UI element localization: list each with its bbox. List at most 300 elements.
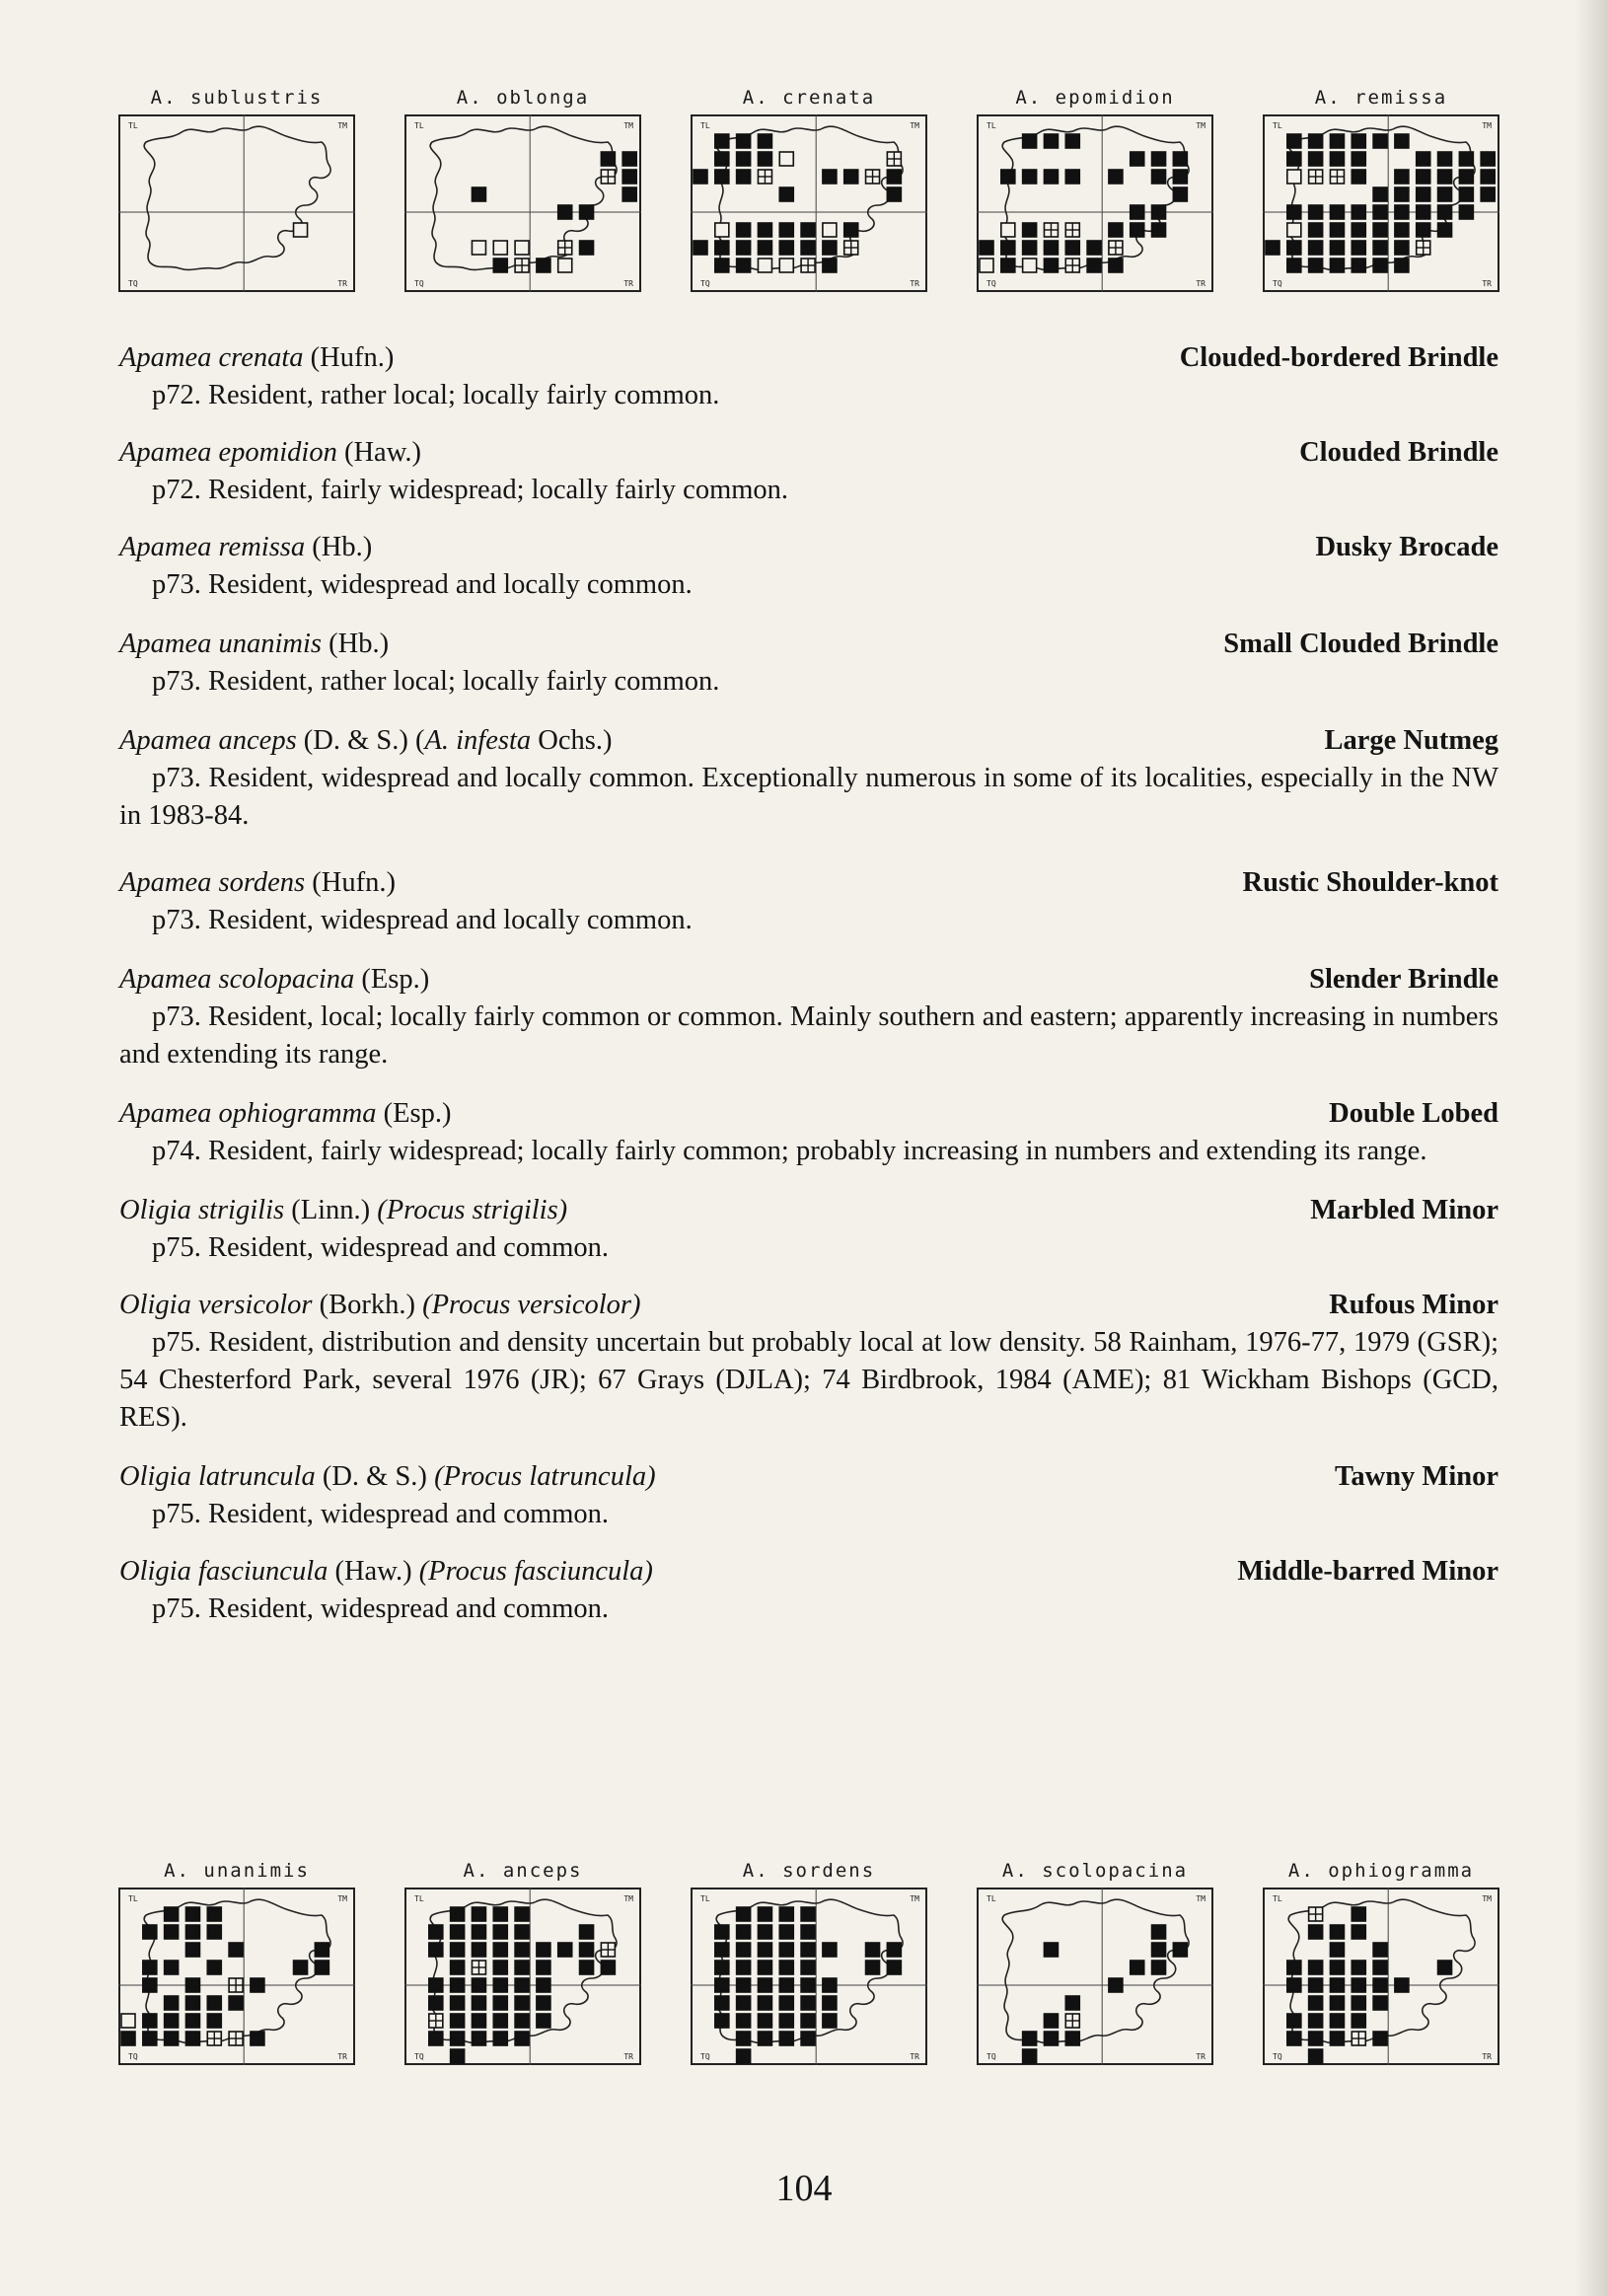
map-title: A. sordens [742,1860,876,1882]
record-square [1309,2032,1323,2045]
record-square [294,1961,308,1974]
record-square [779,1961,793,1974]
grid-corner-label: TR [337,279,347,288]
common-name: Clouded-bordered Brindle [1179,342,1498,373]
record-square [694,170,707,184]
record-square [1438,1961,1452,1974]
record-square [1287,134,1301,148]
species-description: p73. Resident, widespread and locally common. [152,569,693,600]
record-square [801,1925,815,1939]
scientific-name: Oligia versicolor [119,1290,313,1320]
record-square [1481,170,1495,184]
record-square [1352,1996,1365,2010]
record-square [429,2032,443,2045]
record-square [1044,2032,1058,2045]
species-heading [119,626,1498,663]
species-name-line [119,1553,653,1591]
record-square [493,2032,507,2045]
grid-corner-label: TL [987,121,996,130]
record-square [1152,205,1166,219]
map-title: A. unanimis [164,1860,310,1882]
species-name-line [119,626,389,663]
record-square [165,1925,179,1939]
record-square [165,1996,179,2010]
common-name: Clouded Brindle [1299,437,1498,468]
record-square [1395,170,1409,184]
map-title: A. scolopacina [1001,1860,1189,1882]
record-square [1352,1907,1365,1921]
species-description: p73. Resident, local; locally fairly common or common. Mainly southern and eastern; apparently increasing in numbers and extending its range. [119,1001,1498,1070]
record-square [207,1907,221,1921]
record-square [472,2014,485,2028]
record-square [451,1925,465,1939]
species-description: p73. Resident, rather local; locally fairly common. [152,666,720,697]
record-square [207,1996,221,2010]
scientific-name: Apamea crenata [119,342,304,373]
record-square [1065,2032,1079,2045]
authority: (D. & S.) ( [296,725,425,756]
record-square [737,1925,751,1939]
record-square [1352,152,1365,166]
record-square [1065,170,1079,184]
record-square [779,2014,793,2028]
record-square [715,1943,729,1957]
record-square [515,1961,529,1974]
record-square [1352,2014,1365,2028]
record-square [185,1978,199,1992]
species-heading [119,434,1498,472]
record-square [429,1943,443,1957]
record-square [779,1978,793,1992]
record-square [229,1996,243,2010]
map-title: A. crenata [742,87,876,109]
species-name-line [119,1458,656,1496]
record-square [758,1943,771,1957]
record-square [1438,223,1452,237]
record-square [515,1943,529,1957]
record-square [1152,1961,1166,1974]
map-figure [977,114,1213,292]
grid-corner-label: TQ [128,2052,138,2061]
record-square [1395,205,1409,219]
scientific-name: Apamea unanimis [119,629,323,659]
record-square [737,2014,751,2028]
record-square [601,1961,615,1974]
record-square [1309,259,1323,272]
record-square [493,241,507,255]
record-square [1044,259,1058,272]
record-square [580,1961,594,1974]
record-square [1330,1925,1344,1939]
record-square [1287,259,1301,272]
record-square [537,1996,550,2010]
species-entry [119,1192,1498,1267]
record-square [737,2032,751,2045]
record-square [185,1907,199,1921]
record-square [472,1978,485,1992]
record-square [1173,152,1187,166]
record-square [165,1961,179,1974]
scientific-name: Apamea anceps [119,725,297,756]
species-entry [119,722,1498,835]
record-square [887,1943,901,1957]
grid-corner-label: TL [414,1894,424,1903]
record-square [472,1996,485,2010]
record-square [451,1978,465,1992]
record-square [143,1978,157,1992]
record-square [207,1925,221,1939]
record-square [1023,170,1037,184]
grid-corner-label: TQ [414,2052,424,2061]
record-square [1087,259,1101,272]
record-square [1023,2032,1037,2045]
grid-corner-label: TR [1482,279,1492,288]
record-square [1330,1943,1344,1957]
record-square [143,2032,157,2045]
record-square [185,1925,199,1939]
map-figure [1263,1888,1499,2065]
record-square [451,2049,465,2063]
record-square [1352,1978,1365,1992]
synonym: A. infesta [424,725,532,756]
record-square [737,241,751,255]
record-square [866,1943,880,1957]
record-square [1065,1996,1079,2010]
record-square [715,1925,729,1939]
record-square [251,2032,264,2045]
record-square [472,241,485,255]
authority: (Haw.) [328,1556,419,1587]
record-square [429,1925,443,1939]
record-square [1309,2049,1323,2063]
species-name-line [119,1095,451,1133]
record-square [558,1943,572,1957]
record-square [801,241,815,255]
record-square [1044,2014,1058,2028]
record-square [823,223,837,237]
grid-corner-label: TR [910,279,919,288]
record-square [1395,259,1409,272]
scientific-name: Apamea ophiogramma [119,1098,377,1129]
record-square [493,1925,507,1939]
record-square [1044,1943,1058,1957]
grid-corner-label: TR [623,279,633,288]
record-square [1373,2032,1387,2045]
record-square [758,134,771,148]
record-square [1352,259,1365,272]
species-heading [119,1287,1498,1324]
record-square [1023,223,1037,237]
record-square [1023,241,1037,255]
grid-corner-label: TQ [700,2052,710,2061]
record-square [801,1961,815,1974]
record-square [1373,259,1387,272]
grid-corner-label: TR [910,2052,919,2061]
grid-corner-label: TQ [1273,279,1282,288]
species-heading [119,961,1498,999]
grid-corner-label: TM [1482,1894,1492,1903]
record-square [1438,152,1452,166]
record-square [537,2014,550,2028]
record-square [1373,187,1387,201]
common-name: Rustic Shoulder-knot [1242,867,1498,898]
grid-corner-label: TM [1482,121,1492,130]
record-square [801,1978,815,1992]
record-square [1373,134,1387,148]
authority: (Esp.) [376,1098,452,1129]
record-square [1309,223,1323,237]
record-square [1330,1996,1344,2010]
common-name: Marbled Minor [1310,1195,1498,1225]
record-square [1309,152,1323,166]
species-name-line [119,434,421,472]
record-square [515,1925,529,1939]
record-square [537,1943,550,1957]
species-name-line [119,529,372,566]
record-square [472,1907,485,1921]
map-title: A. remissa [1314,87,1448,109]
record-square [493,1996,507,2010]
record-square [1330,2032,1344,2045]
grid-corner-label: TQ [700,279,710,288]
record-square [1417,152,1430,166]
record-square [1001,259,1015,272]
record-square [823,241,837,255]
record-square [737,2049,751,2063]
record-square [1109,170,1123,184]
record-square [801,1996,815,2010]
record-square [472,187,485,201]
record-square [715,259,729,272]
species-description: p75. Resident, widespread and common. [152,1499,610,1529]
record-square [1287,241,1301,255]
species-description: p72. Resident, fairly widespread; locally fairly common. [152,475,789,505]
page-number: 104 [775,2168,833,2209]
common-name: Dusky Brocade [1315,532,1498,562]
record-square [1131,1961,1144,1974]
species-name-line [119,864,396,902]
record-square [715,1996,729,2010]
grid-corner-label: TM [337,1894,347,1903]
record-square [1395,1978,1409,1992]
record-square [1330,152,1344,166]
record-square [1087,241,1101,255]
map-figure [118,114,355,292]
record-square [1417,205,1430,219]
record-square [622,170,636,184]
record-square [165,2032,179,2045]
map-title: A. epomidion [1015,87,1175,109]
record-square [294,223,308,237]
record-square [1352,134,1365,148]
record-square [1309,241,1323,255]
record-square [185,1996,199,2010]
record-square [1309,134,1323,148]
record-square [1287,1961,1301,1974]
record-square [1417,187,1430,201]
record-square [537,259,550,272]
record-square [758,1978,771,1992]
species-description: p75. Resident, distribution and density uncertain but probably local at low density. 58 Rainham, 1976-77, 1979 (GSR); 54 Chesterford Park, several 1976 (JR); 67 Grays (DJLA); 74 Birdbrook, 1984 (AME); 81 Wickham Bishops (GCD, RES). [119,1327,1498,1433]
map-figure [118,1888,355,2065]
species-heading [119,722,1498,760]
record-square [758,2032,771,2045]
record-square [715,170,729,184]
grid-corner-label: TL [987,1894,996,1903]
record-square [1152,152,1166,166]
record-square [1373,223,1387,237]
record-square [737,1978,751,1992]
species-name-line [119,1287,641,1324]
record-square [515,2032,529,2045]
record-square [1287,2032,1301,2045]
record-square [1044,170,1058,184]
species-heading [119,1192,1498,1229]
record-square [207,1961,221,1974]
record-square [1417,223,1430,237]
record-square [1438,170,1452,184]
record-square [1131,152,1144,166]
record-square [779,241,793,255]
species-heading [119,1458,1498,1496]
record-square [737,1961,751,1974]
record-square [1352,223,1365,237]
record-square [1459,187,1473,201]
scientific-name: Apamea epomidion [119,437,337,468]
species-entry [119,864,1498,939]
authority: (Esp.) [354,964,430,995]
record-square [185,2032,199,2045]
record-square [1287,1978,1301,1992]
record-square [121,2032,135,2045]
record-square [1373,241,1387,255]
record-square [493,2014,507,2028]
map-figure [1263,114,1499,292]
record-square [580,205,594,219]
map-figure [691,114,927,292]
grid-corner-label: TR [337,2052,347,2061]
record-square [493,1961,507,1974]
species-heading [119,1095,1498,1133]
grid-corner-label: TM [910,1894,919,1903]
map-figure [691,1888,927,2065]
common-name: Tawny Minor [1334,1461,1498,1492]
species-entry [119,434,1498,509]
record-square [866,1961,880,1974]
grid-corner-label: TL [128,121,138,130]
record-square [1109,259,1123,272]
record-square [1287,2014,1301,2028]
record-square [493,1978,507,1992]
record-square [493,1907,507,1921]
record-square [844,170,858,184]
species-list [119,339,1498,1628]
record-square [472,1925,485,1939]
grid-corner-label: TQ [414,279,424,288]
record-square [779,1996,793,2010]
record-square [715,241,729,255]
record-square [1266,241,1279,255]
record-square [758,1907,771,1921]
record-square [1481,187,1495,201]
species-heading [119,339,1498,377]
record-square [1152,223,1166,237]
record-square [315,1943,329,1957]
record-square [515,1907,529,1921]
record-square [493,259,507,272]
grid-corner-label: TL [700,1894,710,1903]
record-square [1373,205,1387,219]
grid-corner-label: TM [1196,121,1206,130]
record-square [779,1925,793,1939]
record-square [715,223,729,237]
record-square [779,259,793,272]
record-square [1001,223,1015,237]
species-entry [119,626,1498,701]
record-square [515,2014,529,2028]
common-name: Large Nutmeg [1324,725,1498,756]
record-square [1330,259,1344,272]
species-name-line [119,339,394,377]
record-square [1459,205,1473,219]
map-figure [977,1888,1213,2065]
record-square [1309,2014,1323,2028]
record-square [737,1943,751,1957]
grid-corner-label: TM [623,1894,633,1903]
record-square [980,241,993,255]
record-square [1395,241,1409,255]
record-square [1330,2014,1344,2028]
record-square [1173,187,1187,201]
record-square [1044,134,1058,148]
record-square [823,259,837,272]
record-square [1023,134,1037,148]
record-square [801,2014,815,2028]
record-square [758,1961,771,1974]
synonym: (Procus latruncula) [434,1461,656,1492]
map-figure [404,1888,641,2065]
record-square [143,1961,157,1974]
record-square [185,1943,199,1957]
scientific-name: Oligia fasciuncula [119,1556,329,1587]
record-square [622,152,636,166]
record-square [1459,170,1473,184]
record-square [801,1943,815,1957]
species-entry [119,1095,1498,1170]
grid-corner-label: TQ [987,2052,996,2061]
record-square [844,223,858,237]
species-description: p75. Resident, widespread and common. [152,1232,610,1263]
record-square [537,1978,550,1992]
record-square [1438,205,1452,219]
record-square [715,1978,729,1992]
record-square [1109,1978,1123,1992]
authority: (Haw.) [336,437,422,468]
scientific-name: Apamea scolopacina [119,964,355,995]
grid-corner-label: TR [1482,2052,1492,2061]
record-square [758,152,771,166]
map-figure [404,114,641,292]
record-square [580,1943,594,1957]
record-square [537,1961,550,1974]
species-description: p72. Resident, rather local; locally fairly common. [152,380,720,410]
record-square [779,2032,793,2045]
record-square [737,170,751,184]
record-square [779,1943,793,1957]
grid-corner-label: TM [1196,1894,1206,1903]
species-heading [119,1553,1498,1591]
record-square [779,152,793,166]
